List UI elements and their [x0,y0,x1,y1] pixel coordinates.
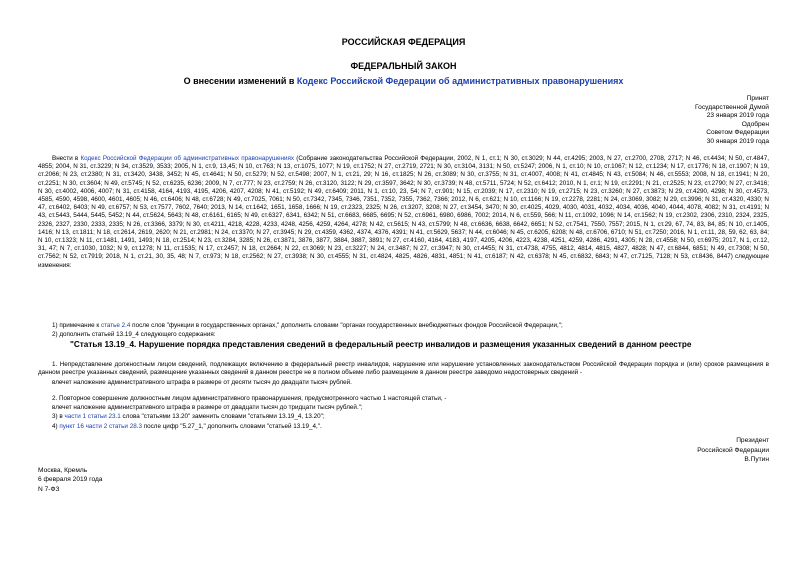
federation-council-label: Советом Федерации [706,129,769,137]
signing-date: 6 февраля 2019 года [38,476,103,484]
council-date: 30 января 2019 года [706,137,769,145]
adopted-label: Принят [746,95,769,102]
president-signature [697,436,769,465]
article-part-1 [38,361,769,377]
item-4-text: после цифр "5.27_1," дополнить словами "статьей 13.19_4,". [141,423,322,430]
article-part-1-text: 1. Непредставление должностным лицом сведений, подлежащих включению в федеральный реестр инвалидов, нарушение или нарушение установленных законодательством Российской Федерации порядка и (или) сроков размещения в данном реестре указанных сведений, размещение указанных сведений в данном реестре не в полном объеме либо размещение в данном реестре заведомо недостоверных сведений - [38,361,769,377]
item-2: 2) дополнить статьей 13.19_4 следующего содержания: [52,331,216,338]
duma-date: 23 января 2019 года [706,112,769,120]
article-part-2: 2. Повторное совершение должностным лицом административного правонарушения, предусмотренного частью 1 настоящей статьи, - [52,395,447,402]
item-1-text: после слов "функции в государственных органах," дополнить словами "органах государственных внебюджетных фондов Российской Федерации,"; [130,322,563,329]
item-4 [52,423,769,431]
president-name: В.Путин [744,456,769,464]
article-13-19-4-title: "Статья 13.19_4. Нарушение порядка представления сведений в федеральный реестр инвалидов и размещения указанных сведений в данном реестре [70,340,692,349]
president-title: Президент [736,437,769,444]
article-28-3-link[interactable]: пункт 16 части 2 статьи 28.3 [59,423,142,430]
law-title-prefix: О внесении изменений в [183,76,297,86]
intro-text: (Собрание законодательства Российской Федерации, 2002, N 1, ст.1; N 30, ст.3029; N 44, ст.4295; 2003, N 27, ст.2700, 2708, 2717; N 46, ст.4434; N 50, ст.4847, 4855; 2004, N 31, ст.3229; N 34, ст.3529, 3533; 2005, N 1, ст.9, 13,45; N 10, ст.763; N 13, ст.1075, 1077; N 19, ст.1752; N 27, ст.2719, 2721; N 30, ст.3104, 3131; N 50, ст.5247; 2006, N 1, ст.10; N 10, ст.1067; N 12, ст.1234; N 17, ст.1776; N 18, ст.1907; N 19, ст.2066; N 23, ст.2380; N 31, ст.3420, 3438, 3452; N 45, ст.4641; N 50, ст.5279; N 52, ст.5498; 2007, N 1, ст.21, 29; N 16, ст.1825; N 26, ст.3089; N 30, ст.3755; N 31, ст.4007, 4008; N 41, ст.4845; N 43, ст.5084; N 46, ст.5553; 2008, N 18, ст.1941; N 20, ст.2251; N 30, ст.3604; N 49, ст.5745; N 52, ст.6235, 6236; 2009, N 7, ст.777; N 23, ст.2759; N 26, ст.3120, 3122; N 29, ст.3597, 3642; N 30, ст.3739; N 48, ст.5711, 5724; N 52, ст.6412; 2010, N 1, ст.1; N 19, ст.2291; N 21, ст.2525; N 23, ст.2790; N 27, ст.3416; N 30, ст.4002, 4006, 4007; N 31, ст.4158, 4164, 4193, 4195, 4206, 4207, 4208; N 41, ст.5192; N 49, ст.6409; 2011, N 1, ст.10, 23, 54; N 7, ст.901; N 15, ст.2039; N 17, ст.2310; N 19, ст.2715; N 23, ст.3260; N 27, ст.3873; N 29, ст.4290, 4298; N 30, ст.4573, 4585, 4590, 4598, 4600, 4601, 4605; N 46, ст.6406; N 48, ст.6728; N 49, ст.7025, 7061; N 50, ст.7342, 7345, 7346, 7351, 7352, 7355, 7362, 7366; 2012, N 6, ст.621; N 10, ст.1166; N 19, ст.2278, 2281; N 24, ст.3069, 3082; N 29, ст.3996; N 31, ст.4320, 4330; N 47, ст.6402, 6403; N 49, ст.6757; N 53, ст.7577, 7602, 7640; 2013, N 14, ст.1642, 1651, 1658, 1666; N 19, ст.2323, 2325; N 26, ст.3207, 3208; N 27, ст.3454, 3470; N 30, ст.4025, 4029, 4030, 4031, 4032, 4034, 4036, 4040, 4044, 4078, 4082; N 31, ст.4191; N 43, ст.5443, 5444, 5445, 5452; N 44, ст.5624, 5643; N 48, ст.6161, 6165; N 49, ст.6327, 6341, 6342; N 51, ст.6683, 6685, 6695; N 52, ст.6961, 6980, 6986, 7002; 2014, N 6, ст.559, 566; N 11, ст.1092, 1096; N 14, ст.1562; N 19, ст.2302, 2306, 2310, 2324, 2325, 2326, 2327, 2330, 2333, 2335; N 26, ст.3366, 3379; N 30, ст.4211, 4218, 4228, 4233, 4248, 4256, 4259, 4264, 4278; N 42, ст.5615; N 43, ст.5799; N 48, ст.6636, 6638, 6642, 6651; N 52, ст.7541, 7550, 7557; 2015, N 1, ст.29, 67, 74, 83, 84, 85; N 10, ст.1405, 1416; N 13, ст.1811; N 18, ст.2614, 2619, 2620; N 21, ст.2981; N 24, ст.3370; N 27, ст.3945; N 29, ст.4359, 4362, 4374, 4376, 4391; N 41, ст.5629, 5637; N 44, ст.6046; N 45, ст.6205, 6208; N 48, ст.6706, 6710; N 51, ст.7250; 2016, N 1, ст.11, 28, 59, 62, 63, 84; N 10, ст.1323; N 11, ст.1481, 1491, 1493; N 18, ст.2514; N 23, ст.3284, 3285; N 26, ст.3871, 3876, 3877, 3884, 3887, 3891; N 27, ст.4160, 4164, 4183, 4197, 4205, 4206, 4223, 4238, 4251, 4259, 4286, 4291, 4305; N 28, ст.4558; N 50, ст.6975; 2017, N 1, ст.12, 31, 47; N 7, ст.1030, 1032; N 9, ст.1278; N 11, ст.1535; N 17, ст.2457; N 18, ст.2664; N 22, ст.3069; N 23, ст.3227; N 24, ст.3487; N 27, ст.3947; N 30, ст.4455; N 31, ст.4738, 4755, 4812, 4814, 4815, 4827, 4828; N 47, ст.6844, 6851; N 49, ст.7308; N 50, ст.7562; N 52, ст.7919; 2018, N 1, ст.21, 30, 35, 48; N 7, ст.973; N 18, ст.2562; N 27, ст.3938; N 30, ст.4555; N 31, ст.4824, 4825, 4826, 4831, 4851; N 41, ст.6187; N 42, ст.6378; N 45, ст.6832, 6843; N 47, ст.7125, 7128; N 53, ст.8436, 8447) следующие изменения: [38,155,769,269]
law-title-code-link[interactable]: Кодекс Российской Федерации об административных правонарушениях [296,76,624,86]
item-3-text: слова "статьями 13.20" заменить словами "статьями 13.19_4, 13.20"; [120,413,325,420]
doc-type-heading: ФЕДЕРАЛЬНЫЙ ЗАКОН [350,61,457,71]
article-part-2-penalty: влечет наложение административного штрафа в размере от двадцати тысяч до тридцати тысяч рублей."; [52,404,363,411]
item-1 [52,322,769,330]
signing-place: Москва, Кремль [38,467,88,474]
intro-paragraph [38,155,769,270]
president-country: Российской Федерации [697,446,769,454]
item-1-prefix: 1) примечание к [52,322,101,329]
signing-place-block [38,466,102,494]
law-title [0,77,807,85]
item-3 [52,413,769,421]
article-23-1-link[interactable]: части 1 статьи 23.1 [64,413,121,420]
approved-label: Одобрен [741,120,769,128]
item-4-prefix: 4) [52,423,60,430]
law-number: N 7-ФЗ [38,485,60,493]
country-heading: РОССИЙСКАЯ ФЕДЕРАЦИЯ [341,37,466,47]
article-part-1-penalty: влечет наложение административного штрафа в размере от десяти тысяч до двадцати тысяч рублей. [52,379,352,386]
article-2-4-link[interactable]: статье 2.4 [100,322,131,329]
intro-prefix: Внести в [52,155,81,162]
item-3-prefix: 3) в [52,413,65,420]
duma-label: Государственной Думой [695,103,769,111]
code-link[interactable]: Кодекс Российской Федерации об административных правонарушениях [80,155,295,162]
adoption-block [695,95,769,147]
